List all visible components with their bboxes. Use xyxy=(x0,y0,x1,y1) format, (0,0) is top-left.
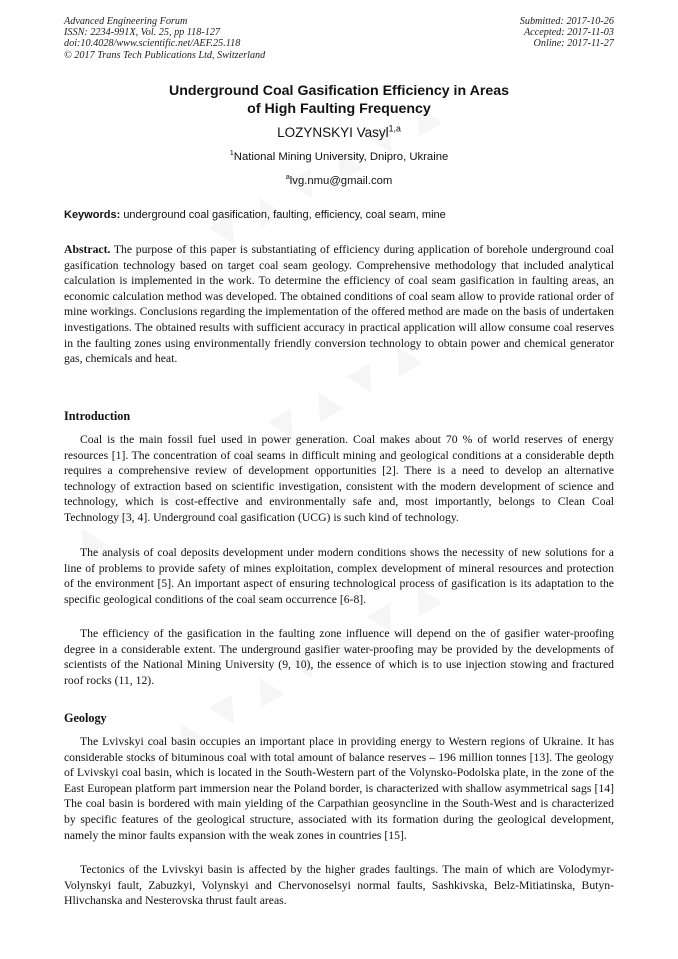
email-text: lvg.nmu@gmail.com xyxy=(289,175,393,187)
journal-copyright: © 2017 Trans Tech Publications Ltd, Switzerland xyxy=(64,49,266,61)
geology-paragraph-2: Tectonics of the Lvivskyi basin is affected by the higher grades faultings. The main of which are Volodymyr-Volynskyi fault, Zabuzkyi, Volynskyi and Chervonoselsyi normal faults, Sashkivska, Belz-Mitiatinska, Butyn-Hlivchanska and Nesterovska thrust fault areas. xyxy=(64,863,614,908)
affiliation-sup: 1 xyxy=(229,148,234,158)
author xyxy=(64,124,614,142)
abstract-label: Abstract. xyxy=(64,243,111,256)
date-accepted: Accepted: 2017-11-03 xyxy=(523,27,614,39)
journal-name: Advanced Engineering Forum xyxy=(64,16,188,27)
journal-issn: ISSN: 2234-991X, Vol. 25, pp 118-127 xyxy=(64,27,221,39)
journal-doi: doi:10.4028/www.scientific.net/AEF.25.118 xyxy=(64,38,241,50)
geology-heading: Geology xyxy=(64,711,107,725)
introduction-heading: Introduction xyxy=(64,409,131,423)
title-line-1: Underground Coal Gasification Efficiency in Areas xyxy=(168,83,510,99)
affiliation-text: National Mining University, Dnipro, Ukraine xyxy=(233,151,449,163)
keywords-text: underground coal gasification, faulting, efficiency, coal seam, mine xyxy=(123,209,446,221)
keywords xyxy=(64,208,614,222)
intro-paragraph-1: Coal is the main fossil fuel used in power generation. Coal makes about 70 % of world reserves of energy resources [1]. The concentration of coal seams in difficult mining and geological conditions at a considerable depth requires a comprehensive review of development opportunities [2]. There is a need to develop an alternative technology of extraction based on scientific investigation, consistent with the modern development of science and technology, which is cost-effective and environmentally safe and, most importantly, belongs to Clean Coal Technology [3, 4]. Underground coal gasification (UCG) is such kind of technology. xyxy=(64,433,614,524)
date-submitted: Submitted: 2017-10-26 xyxy=(519,16,614,27)
intro-paragraph-2: The analysis of coal deposits development under modern conditions shows the necessity of new solutions for a line of problems to provide safety of mines exploitation, complex development of mineral resources and protection of the environment [5]. An important aspect of ensuring technological process of gasification is its adaptation to the specific geological conditions of the coal seam occurrence [6-8]. xyxy=(64,546,614,606)
author-name: LOZYNSKYI Vasyl xyxy=(277,125,389,140)
email-sup: a xyxy=(285,172,290,182)
abstract-text: The purpose of this paper is substantiating of efficiency during application of borehole underground coal gasification technology based on target coal seam geology. Comprehensive methodology that included analytical calculation is implemented in the work. To determine the efficiency of coal seam gasification in faulting areas, an economic calculation method was developed. The obtained conditions of coal seam allow to provide rational order of mine workings. Conclusions regarding the implementation of the offered method are made on the basis of undertaken investigations. The obtained results with sufficient accuracy in practical application will allow consume coal reserves in the faulting zones using environmentally friendly conversion technology to obtain power and chemical generator gas, chemicals and heat. xyxy=(64,243,614,366)
journal-info xyxy=(64,16,265,61)
abstract xyxy=(64,242,614,367)
geology-paragraph-1: The Lvivskyi coal basin occupies an important place in providing energy to Western regions of Ukraine. It has considerable stocks of bituminous coal with total amount of balance reserves – 196 million tonnes [13]. The geology of Lvivskyi coal basin, which is located in the South-Western part of the Volynsko-Podolska plate, in the zone of the East European platform part immersion near the Poland border, is characterized with shallow asymmetrical sags [14] The coal basin is bordered with main yielding of the Carpathian geosyncline in the South-West and is characterized by specific features of the geological structure, associated with its formation during the geological development, namely the minor faults expansion with the weak zones in countries [15]. xyxy=(64,735,614,842)
submission-dates xyxy=(520,16,614,50)
intro-paragraph-3: The efficiency of the gasification in the faulting zone influence will depend on the of gasifier water-proofing degree in a considerable extent. The underground gasifier water-proofing may be provided by the developments of scientists of the National Mining University (9, 10), the essence of which is to use injection stowing and fractured roof rocks (11, 12). xyxy=(64,627,614,687)
author-sup: 1,a xyxy=(388,123,401,134)
paper-title xyxy=(64,82,614,118)
date-online: Online: 2017-11-27 xyxy=(533,38,614,50)
affiliation xyxy=(64,150,614,164)
title-line-2: of High Faulting Frequency xyxy=(247,101,431,117)
keywords-label: Keywords: xyxy=(64,209,121,221)
email xyxy=(64,174,614,188)
